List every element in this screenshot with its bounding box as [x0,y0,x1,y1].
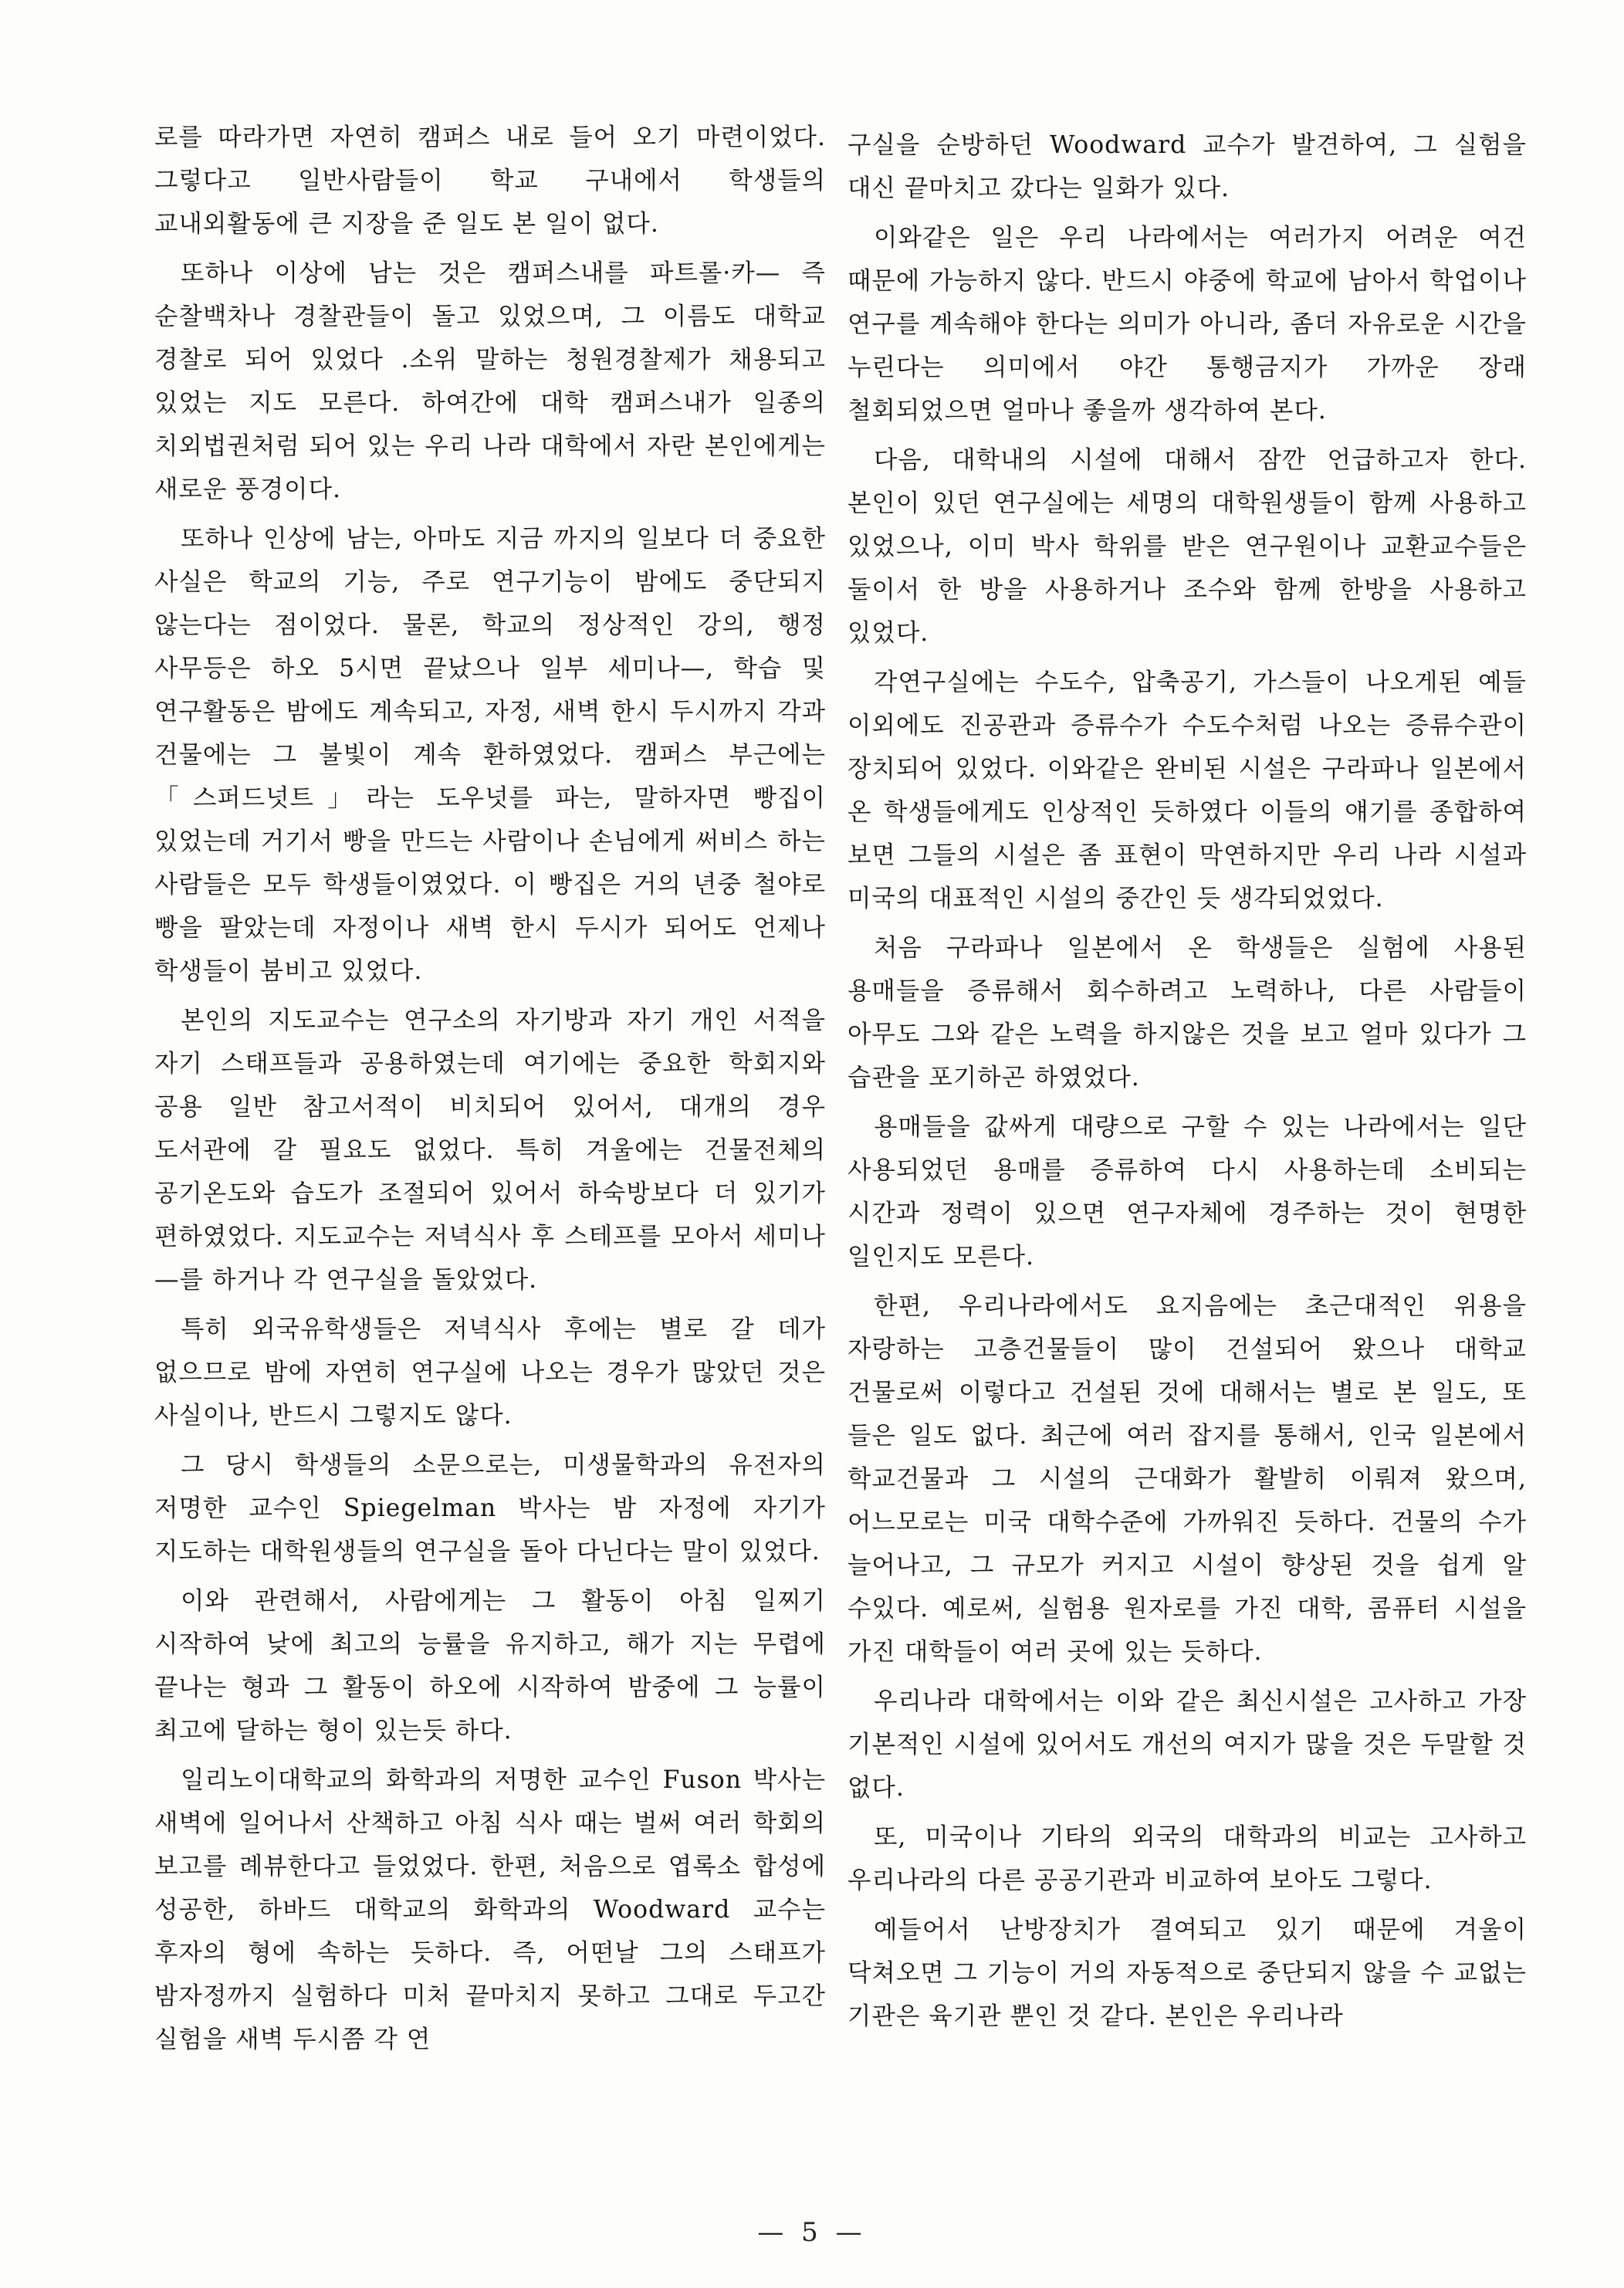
paragraph: 이와 관련해서, 사람에게는 그 활동이 아침 일찌기 시작하여 낮에 최고의 능률을 유지하고, 해가 지는 무렵에 끝나는 형과 그 활동이 하오에 시작하여 밤중에 그 능률이 최고에 달하는 형이 있는듯 하다. [154,1587,826,1745]
paragraph: 본인의 지도교수는 연구소의 자기방과 자기 개인 서적을 자기 스태프들과 공용하였는데 여기에는 중요한 학회지와 공용 일반 참고서적이 비치되어 있어서, 대개의 경우 도서관에 갈 필요도 없었다. 특히 겨울에는 건물전체의 공기온도와 습도가 조절되어 있어서 하숙방보다 더 있기가 편하였었다. 지도교수는 저녁식사 후 스테프를 모아서 세미나—를 하거나 각 연구실을 돌았었다. [154,1007,826,1294]
paragraph: 한편, 우리나라에서도 요지음에는 초근대적인 위용을 자랑하는 고층건물들이 많이 건설되어 왔으나 대학교 건물로써 이렇다고 건설된 것에 대해서는 별로 본 일도, 또 들은 일도 없다. 최근에 여러 잡지를 통해서, 인국 일본에서 학교건물과 그 시설의 근대화가 활발히 이뤄져 왔으며, 어느모로는 미국 대학수준에 가까워진 듯하다. 건물의 수가 늘어나고, 그 규모가 커지고 시설이 향상된 것을 쉽게 알 수있다. 예로써, 실험용 원자로를 가진 대학, 콤퓨터 시설을 가진 대학들이 여러 곳에 있는 듯하다. [848,1292,1527,1666]
paragraph: 특히 외국유학생들은 저녁식사 후에는 별로 갈 데가 없으므로 밤에 자연히 연구실에 나오는 경우가 많았던 것은 사실이나, 반드시 그렇지도 않다. [154,1315,826,1430]
right-column [848,124,1527,2044]
paragraph: 구실을 순방하던 Woodward 교수가 발견하여, 그 실험을 대신 끝마치고 갔다는 일화가 있다. [848,131,1527,202]
paragraph: 이와같은 일은 우리 나라에서는 여러가지 어려운 여건 때문에 가능하지 않다. 반드시 야중에 학교에 남아서 학업이나 연구를 계속해야 한다는 의미가 아니라, 좀더 자유로운 시간을 누린다는 의미에서 야간 통행금지가 가까운 장래 철회되었으면 얼마나 좋을까 생각하여 본다. [848,224,1527,425]
paragraph: 예들어서 난방장치가 결여되고 있기 때문에 겨울이 닥쳐오면 그 기능이 거의 자동적으로 중단되지 않을 수 교없는 기관은 육기관 뿐인 것 같다. 본인은 우리나라 [848,1916,1527,2030]
paragraph: 우리나라 대학에서는 이와 같은 최신시설은 고사하고 가장 기본적인 시설에 있어서도 개선의 여지가 많을 것은 두말할 것 없다. [848,1687,1527,1802]
paragraph: 또, 미국이나 기타의 외국의 대학과의 비교는 고사하고 우리나라의 다른 공공기관과 비교하여 보아도 그렇다. [848,1823,1527,1894]
paragraph: 로를 따라가면 자연히 캠퍼스 내로 들어 오기 마련이었다. 그렇다고 일반사람들이 학교 구내에서 학생들의 교내외활동에 큰 지장을 준 일도 본 일이 없다. [154,124,826,238]
paragraph: 또하나 인상에 남는, 아마도 지금 까지의 일보다 더 중요한 사실은 학교의 기능, 주로 연구기능이 밤에도 중단되지 않는다는 점이었다. 물론, 학교의 정상적인 강의, 행정 사무등은 하오 5시면 끝났으나 일부 세미나—, 학습 및 연구활동은 밤에도 계속되고, 자정, 새벽 한시 두시까지 각과 건물에는 그 불빛이 계속 환하였었다. 캠퍼스 부근에는 「스퍼드넛트」라는 도우넛를 파는, 말하자면 빵집이 있었는데 거기서 빵을 만드는 사람이나 손님에게 써비스 하는 사람들은 모두 학생들이였었다. 이 빵집은 거의 년중 철야로 빵을 팔았는데 자정이나 새벽 한시 두시가 되어도 언제나 학생들이 붐비고 있었다. [154,525,826,985]
page-number: — 5 — [757,2217,867,2248]
paragraph: 처음 구라파나 일본에서 온 학생들은 실험에 사용된 용매들을 증류해서 회수하려고 노력하나, 다른 사람들이 아무도 그와 같은 노력을 하지않은 것을 보고 얼마 있다가 그 습관을 포기하곤 하였었다. [848,934,1527,1092]
paragraph: 다음, 대학내의 시설에 대해서 잠깐 언급하고자 한다. 본인이 있던 연구실에는 세명의 대학원생들이 함께 사용하고 있었으나, 이미 박사 학위를 받은 연구원이나 교환교수들은 둘이서 한 방을 사용하거나 조수와 함께 한방을 사용하고 있었다. [848,446,1527,647]
paragraph: 용매들을 값싸게 대량으로 구할 수 있는 나라에서는 일단 사용되었던 용매를 증류하여 다시 사용하는데 소비되는 시간과 정력이 있으면 연구자체에 경주하는 것이 현명한 일인지도 모른다. [848,1113,1527,1271]
paragraph: 그 당시 학생들의 소문으로는, 미생물학과의 유전자의 저명한 교수인 Spiegelman 박사는 밤 자정에 자기가 지도하는 대학원생들의 연구실을 돌아 다닌다는 말이 있었다. [154,1451,826,1565]
paragraph: 또하나 이상에 남는 것은 캠퍼스내를 파트롤·카— 즉 순찰백차나 경찰관들이 돌고 있었으며, 그 이름도 대학교 경찰로 되어 있었다 .소위 말하는 청원경찰제가 채용되고 있었는 지도 모른다. 하여간에 대학 캠퍼스내가 일종의 치외법권처럼 되어 있는 우리 나라 대학에서 자란 본인에게는 새로운 풍경이다. [154,259,826,503]
left-column [154,116,826,2067]
paragraph: 일리노이대학교의 화학과의 저명한 교수인 Fuson 박사는 새벽에 일어나서 산책하고 아침 식사 때는 벌써 여러 학회의 보고를 례뷰한다고 들었었다. 한편, 처음으로 엽록소 합성에 성공한, 하바드 대학교의 화학과의 Woodward 교수는 후자의 형에 속하는 듯하다. 즉, 어떤날 그의 스태프가 밤자정까지 실험하다 미처 끝마치지 못하고 그대로 두고간 실험을 새벽 두시쯤 각 연 [154,1766,826,2053]
paragraph: 각연구실에는 수도수, 압축공기, 가스들이 나오게된 예들 이외에도 진공관과 증류수가 수도수처럼 나오는 증류수관이 장치되어 있었다. 이와같은 완비된 시설은 구라파나 일본에서 온 학생들에게도 인상적인 듯하였다 이들의 얘기를 종합하여 보면 그들의 시설은 좀 표현이 막연하지만 우리 나라 시설과 미국의 대표적인 시설의 중간인 듯 생각되었었다. [848,668,1527,912]
